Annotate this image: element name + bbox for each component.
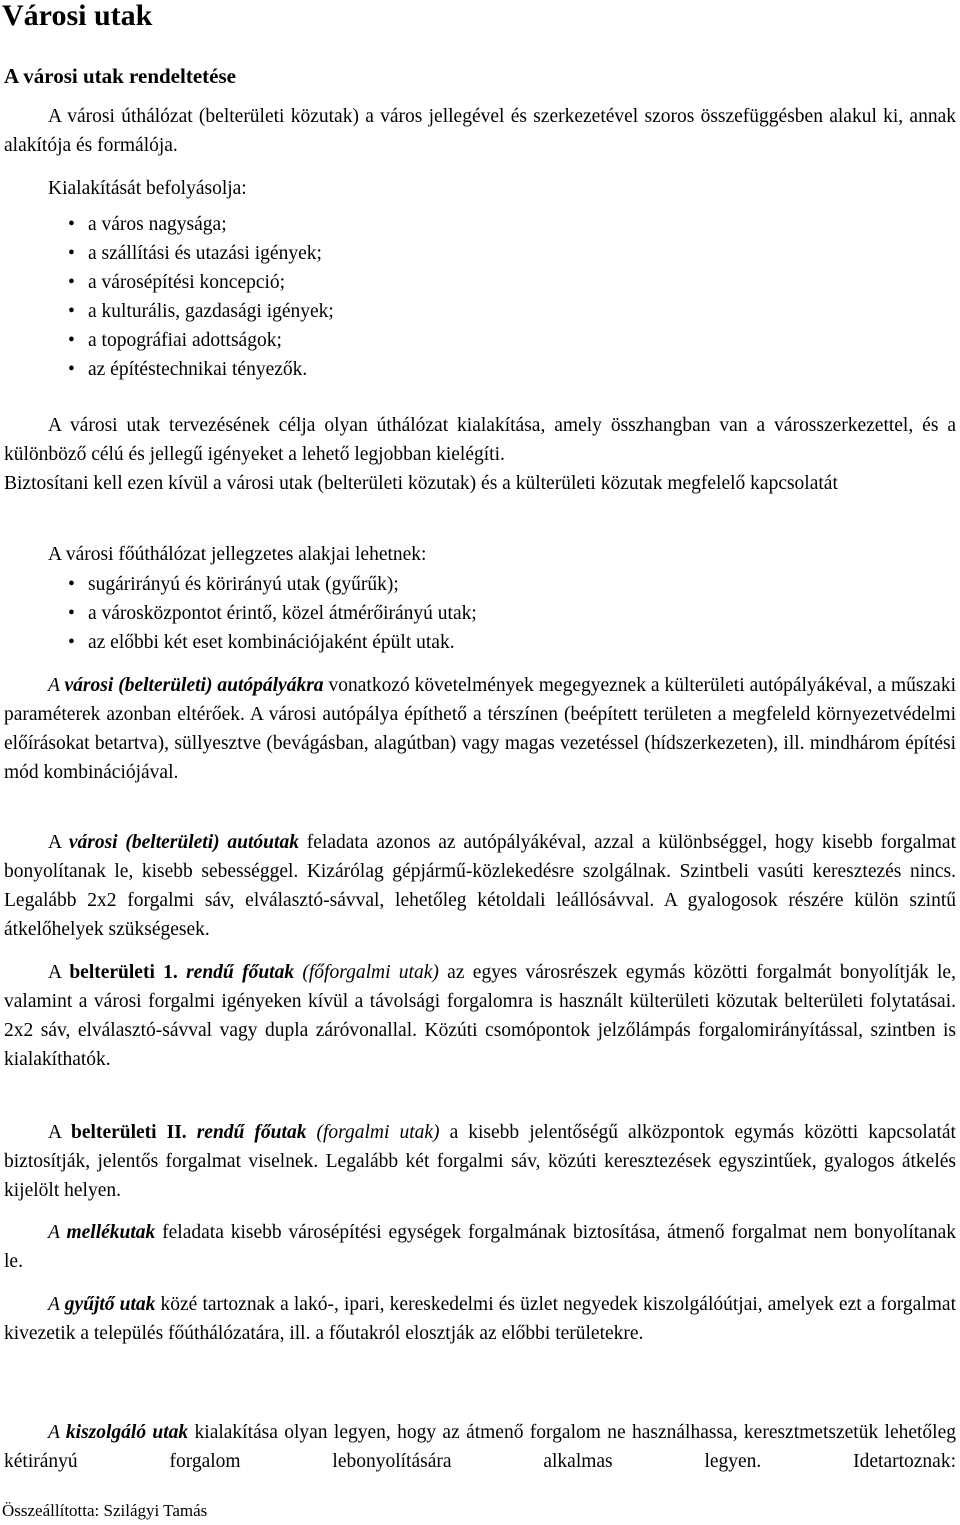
bullet-icon: •	[68, 603, 75, 624]
motorways-paragraph: A városi (belterületi) autópályákra vonatkozó követelmények megegyeznek a külterületi autópályákéval, a műszaki paraméterek azonban eltérőek. A városi autópálya építhető a térszínen (beépített területen a megfeleld környezetvédelmi előírásokat betartva), süllyesztve (bevágásban, alagútban) vagy magas vezetéssel (hídszerkezeten), ill. mindhárom építési mód kombinációjával.	[4, 675, 957, 783]
bullet-icon: •	[68, 574, 75, 595]
bullet-icon: •	[68, 214, 75, 235]
list-item: • az építéstechnikai tényezők.	[88, 355, 334, 384]
list-item: • a topográfiai adottságok;	[88, 326, 334, 355]
primary-roads-paragraph: A belterületi 1. rendű főutak (főforgalmi utak) az egyes városrészek egymás közötti forgalmát bonyolítják le, valamint a városi forgalmi igényeken kívül a távolsági forgalomra is használt külterületi közutak belterületi folytatásai. 2x2 sáv, elválasztó-sávval vagy dupla záróvonallal. Közúti csomópontok jelzőlámpás forgalomirányítással, szintben is kialakíthatók.	[4, 962, 956, 1070]
motorways-term: városi (belterületi) autópályákra	[64, 675, 324, 696]
collector-roads-paragraph: A gyűjtő utak közé tartoznak a lakó-, ipari, kereskedelmi és üzlet negyedek kiszolgálóútjai, amelyek ezt a forgalmat kivezetik a település főúthálózatára, ill. a főutakról elosztják az előbbi területekre.	[4, 1294, 956, 1344]
bullet-icon: •	[68, 632, 75, 653]
collector-roads-term: gyűjtő utak	[64, 1294, 156, 1315]
bullet-icon: •	[68, 301, 75, 322]
list-item: • az előbbi két eset kombinációjaként épült utak.	[88, 628, 477, 657]
list-item: • a városközpontot érintő, közel átmérőirányú utak;	[88, 599, 477, 628]
expressways-paragraph: A városi (belterületi) autóutak feladata azonos az autópályákéval, azzal a különbséggel, hogy kisebb forgalmat bonyolítanak le, kisebb sebességgel. Kizárólag gépjármű-közlekedésre szolgálnak. Szintbeli vasúti keresztezés nincs. Legalább 2x2 forgalmi sáv, elválasztó-sávval, lehetőleg kétoldali leállósávval. A gyalogosok részére külön szintű átkelőhelyek szükségesek.	[4, 832, 957, 940]
service-roads-paragraph: A kiszolgáló utak kialakítása olyan legyen, hogy az átmenő forgalom ne használhassa, keresztmetszetük lehetőleg kétirányú forgalom lebonyolítására alkalmas legyen. Idetartoznak:	[4, 1422, 956, 1472]
bullet-icon: •	[68, 272, 75, 293]
list-item: • a szállítási és utazási igények;	[88, 239, 334, 268]
secondary-roads-paragraph: A belterületi II. rendű főutak (forgalmi utak) a kisebb jelentőségű alközpontok egymás közötti kapcsolatát biztosítják, jelentős forgalmat viselnek. Legalább két forgalmi sáv, közúti keresztezések egyszintűek, gyalogos átkelés kijelölt helyen.	[4, 1122, 956, 1201]
list-item: • a városépítési koncepció;	[88, 268, 334, 297]
influence-list	[68, 210, 334, 384]
connection-paragraph: Biztosítani kell ezen kívül a városi utak (belterületi közutak) és a külterületi közutak megfelelő kapcsolatát	[4, 473, 838, 494]
secondary-roads-term: rendű főutak	[196, 1122, 307, 1143]
list-item: • a város nagysága;	[88, 210, 334, 239]
section-heading: A városi utak rendeltetése	[4, 64, 236, 88]
primary-roads-term: rendű főutak	[186, 962, 295, 983]
intro-paragraph: A városi úthálózat (belterületi közutak) a város jellegével és szerkezetével szoros összefüggésben alakul ki, annak alakítója és formálója.	[4, 106, 956, 156]
network-heading: A városi főúthálózat jellegzetes alakjai lehetnek:	[48, 544, 427, 565]
influence-heading: Kialakítását befolyásolja:	[48, 178, 247, 199]
list-item: • a kulturális, gazdasági igények;	[88, 297, 334, 326]
network-list	[68, 570, 477, 657]
page-footer: Összeállította: Szilágyi Tamás	[2, 1501, 208, 1520]
design-goal-paragraph: A városi utak tervezésének célja olyan úthálózat kialakítása, amely összhangban van a városszerkezettel, és a különböző célú és jellegű igényeket a lehető legjobban kielégíti.	[4, 415, 956, 465]
list-item: • sugárirányú és körirányú utak (gyűrűk);	[88, 570, 477, 599]
page-title: Városi utak	[2, 0, 153, 32]
bullet-icon: •	[68, 330, 75, 351]
service-roads-term: kiszolgáló utak	[65, 1422, 189, 1443]
bullet-icon: •	[68, 243, 75, 264]
bullet-icon: •	[68, 359, 75, 380]
side-roads-term: mellékutak	[66, 1222, 156, 1243]
side-roads-paragraph: A mellékutak feladata kisebb városépítési egységek forgalmának biztosítása, átmenő forgalmat nem bonyolítanak le.	[4, 1222, 956, 1272]
expressways-term: városi (belterületi) autóutak	[68, 832, 299, 853]
